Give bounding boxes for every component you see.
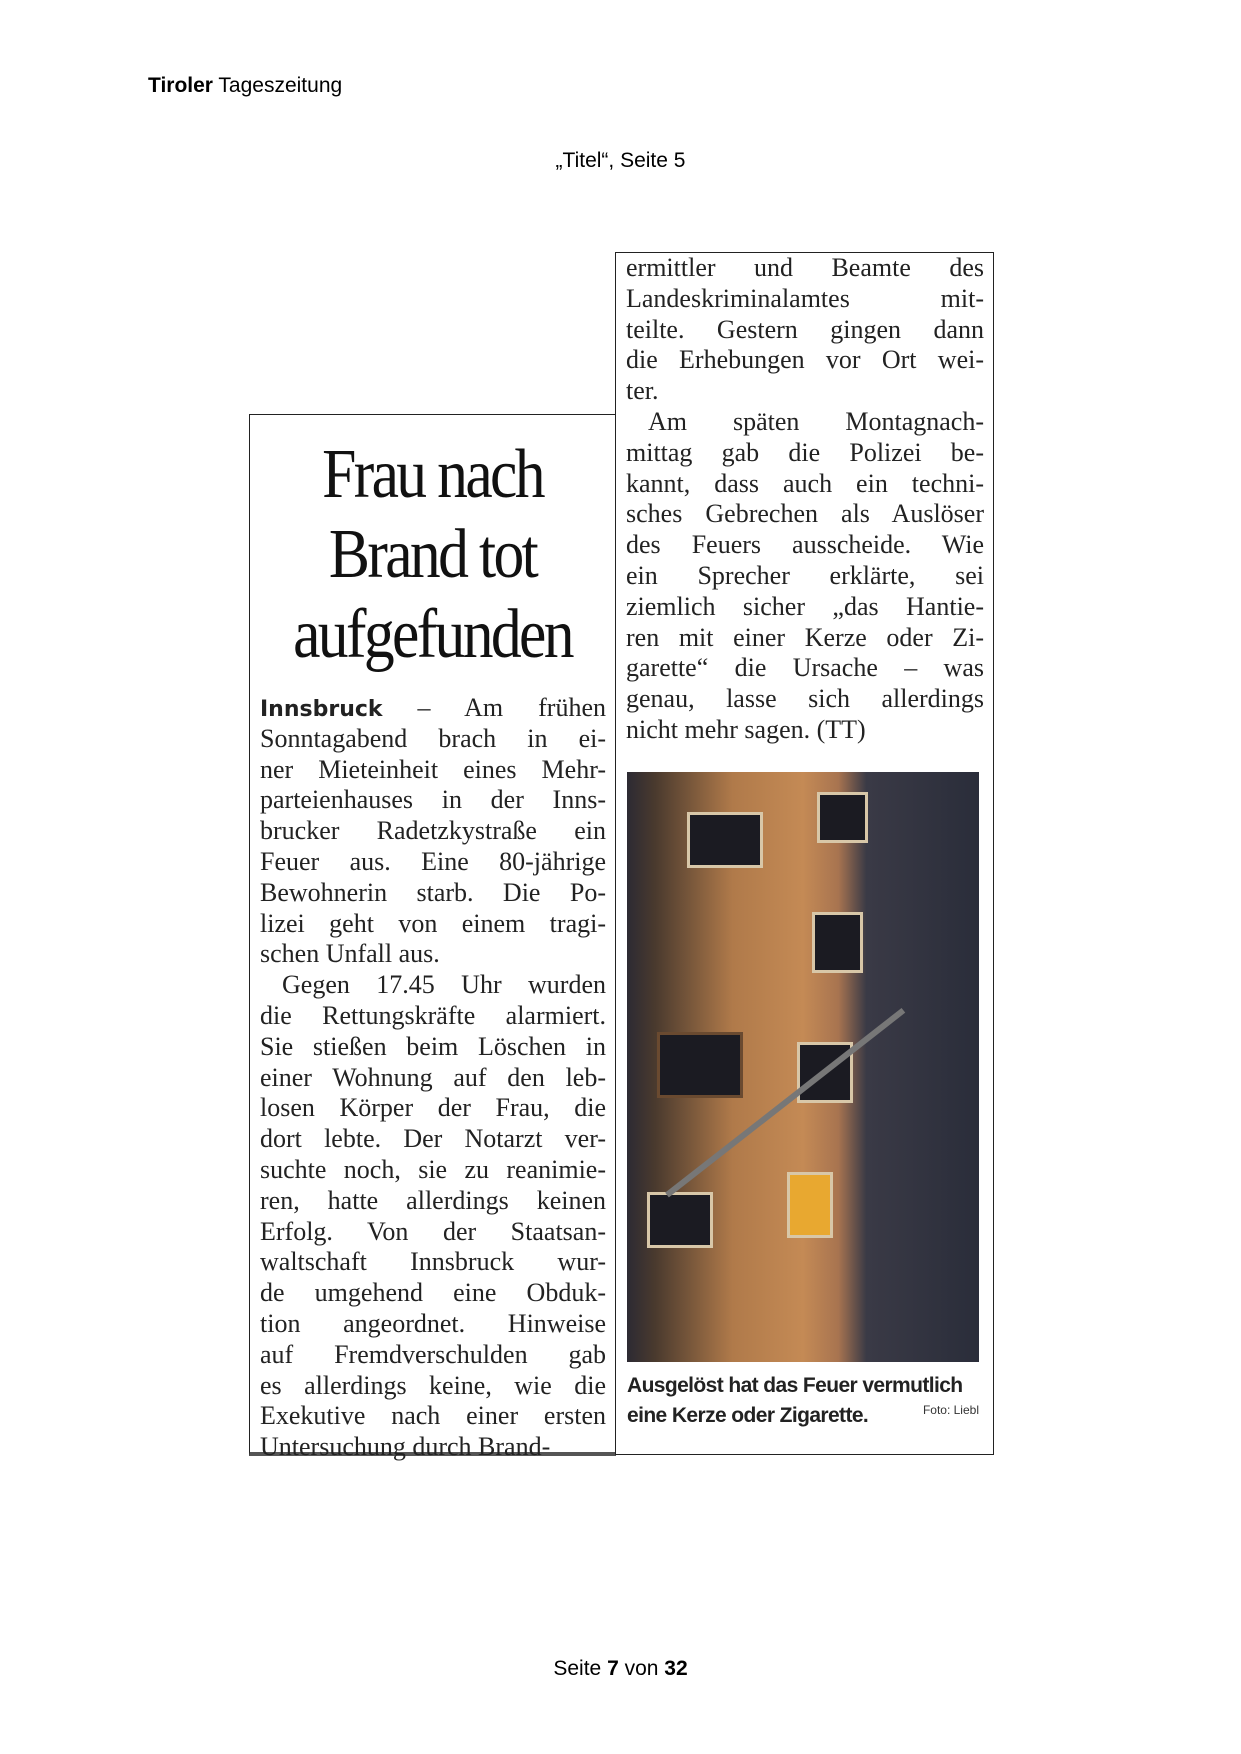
body-line: ter. [626,376,659,406]
body-line: einer Wohnung auf den leb- [260,1062,606,1092]
article-column-left [249,414,616,1462]
body-line: sches Gebrechen als Auslöser [626,499,984,529]
current-page: 7 [607,1657,619,1680]
photo-window [817,792,868,843]
body-line: nicht mehr sagen. (TT) [626,714,866,744]
page-prefix: Seite [553,1657,608,1680]
caption-line: Ausgelöst hat das Feuer vermutlich [627,1374,963,1397]
body-line: ermittler und Beamte des [626,253,984,282]
body-line: ein Sprecher erklärte, sei [626,560,984,590]
publication-name-bold: Tiroler [148,74,213,97]
body-line: kannt, dass auch ein techni- [626,468,984,498]
article-column-right [615,252,994,1455]
body-line: mittag gab die Polizei be- [626,437,984,467]
body-line: dort lebte. Der Notarzt ver- [260,1124,606,1154]
headline-line: Frau nach [322,436,543,513]
page-number [0,1657,1241,1681]
photo-credit: Foto: Liebl [922,1403,979,1417]
body-line: genau, lasse sich allerdings [626,684,984,714]
photo-window [687,812,763,868]
body-line: waltschaft Innsbruck wur- [260,1247,606,1277]
total-pages: 32 [664,1657,688,1680]
body-line: suchte noch, sie zu reanimie- [260,1154,606,1184]
dateline: Innsbruck [260,697,383,722]
caption-line: eine Kerze oder Zigarette. [627,1404,869,1427]
body-line-text: – Am frühen [382,693,606,722]
publication-name [148,74,342,98]
photo-window [812,912,863,973]
photo-window [647,1192,713,1248]
body-line: Am späten Montagnach- [648,406,984,436]
body-line: die Rettungskräfte alarmiert. [260,1000,606,1030]
article-body-right [616,253,993,746]
page-middle: von [618,1657,665,1680]
body-line: es allerdings keine, wie die [260,1370,606,1400]
headline [250,435,615,675]
body-line: die Erhebungen vor Ort wei- [626,345,984,375]
headline-line: Brand tot [328,516,537,593]
body-line: des Feuers ausscheide. Wie [626,530,984,560]
body-line: Landeskriminalamtes mit- [626,283,984,313]
body-line: Sonntagabend brach in ei- [260,723,606,753]
body-line: tion angeordnet. Hinweise [260,1308,606,1338]
photo-window-lit [787,1172,833,1238]
body-line: Feuer aus. Eine 80-jährige [260,846,606,876]
body-line: Erfolg. Von der Staatsan- [260,1216,606,1246]
fire-photo [627,772,979,1362]
publication-name-rest: Tageszeitung [212,74,343,97]
body-line: ren, hatte allerdings keinen [260,1185,606,1215]
photo-caption [627,1371,979,1431]
body-line: Gegen 17.45 Uhr wurden [282,970,606,1000]
body-line: Bewohnerin starb. Die Po- [260,877,606,907]
body-line: losen Körper der Frau, die [260,1093,606,1123]
body-line: lizei geht von einem tragi- [260,908,606,938]
body-line: schen Unfall aus. [260,939,440,969]
body-line: teilte. Gestern gingen dann [626,314,984,344]
section-label: „Titel“, Seite 5 [555,149,686,172]
body-line: ziemlich sicher „das Hantie- [626,591,984,621]
body-line: Exekutive nach einer ersten [260,1401,606,1431]
body-line: auf Fremdverschulden gab [260,1339,606,1369]
headline-line: aufgefunden [293,596,572,673]
body-line: de umgehend eine Obduk- [260,1278,606,1308]
body-line: ner Mieteinheit eines Mehr- [260,754,606,784]
body-line: Sie stießen beim Löschen in [260,1031,606,1061]
body-line: garette“ die Ursache – was [626,653,984,683]
body-line: brucker Radetzkystraße ein [260,816,606,846]
body-line: Untersuchung durch Brand- [260,1432,551,1462]
article-body-left [250,693,615,1463]
photo-window [657,1032,743,1098]
body-line: parteienhauses in der Inns- [260,785,606,815]
body-line [260,693,606,724]
body-line: ren mit einer Kerze oder Zi- [626,622,984,652]
